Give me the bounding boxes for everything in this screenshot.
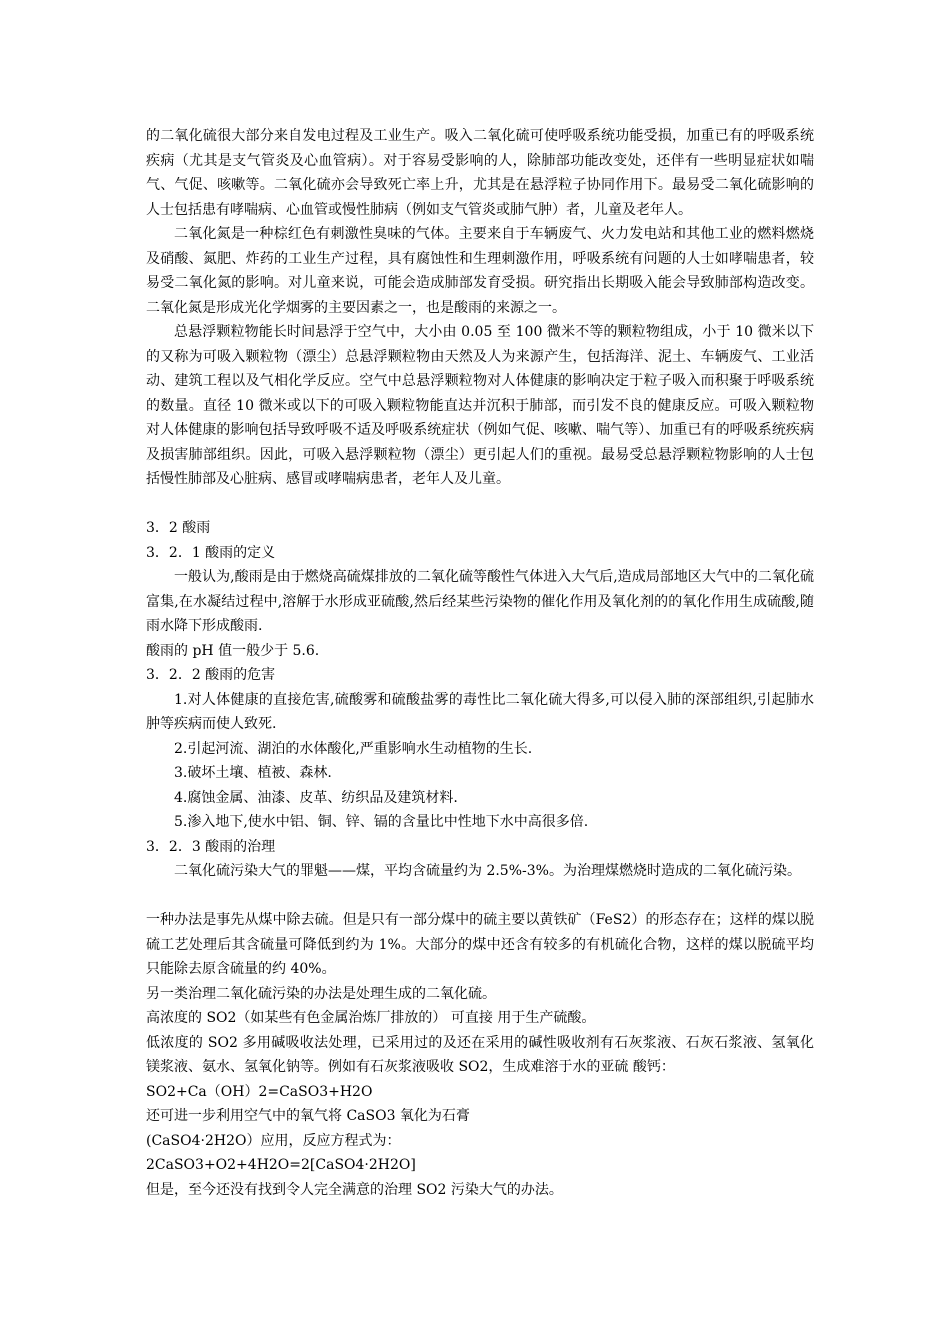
list-item-harm: 5.渗入地下,使水中铝、铜、锌、镉的含量比中性地下水中高很多倍.	[174, 814, 589, 830]
list-item-harm: 2.引起河流、湖泊的水体酸化,严重影响水生动植物的生长.	[174, 740, 533, 757]
equation-gypsum: 2CaSO3+O2+4H2O=2[CaSO4·2H2O]	[146, 1157, 416, 1173]
equation-lime-absorption: SO2+Ca（OH）2=CaSO3+H2O	[146, 1083, 373, 1100]
subsection-heading-definition: 3．2．1 酸雨的定义	[146, 544, 276, 561]
paragraph-tsp: 总悬浮颗粒物能长时间悬浮于空气中，大小由 0.05 至 100 微米不等的颗粒物组成，小于 10 微米以下的又称为可吸入颗粒物（漂尘）总悬浮颗粒物由天然及人为来源产生，包括海洋、泥土、车辆废气、工业活动、建筑工程以及气相化学反应。空气中总悬浮颗粒物对人体健康的影响决定于粒子吸入而积聚于呼吸系统的数量。直径 10 微米或以下的可吸入颗粒物能直达并沉积于肺部，而引发不良的健康反应。可吸入颗粒物对人体健康的影响包括导致呼吸不适及呼吸系统症状（例如气促、咳嗽、喘气等）、加重已有的呼吸系统疾病及损害肺部组织。因此，可吸入悬浮颗粒物（漂尘）更引起人们的重视。最易受总悬浮颗粒物影响的人士包括慢性肺部及心脏病、感冒或哮喘病患者，老年人及儿童。	[146, 324, 814, 487]
paragraph-ph-value: 酸雨的 pH 值一般少于 5.6.	[146, 642, 320, 659]
list-item-harm: 3.破坏土壤、植被、森林.	[174, 765, 332, 781]
paragraph-so2-health: 的二氧化硫很大部分来自发电过程及工业生产。吸入二氧化硫可使呼吸系统功能受损，加重已有的呼吸系统疾病（尤其是支气管炎及心血管病）。对于容易受影响的人，除肺部功能改变处，还伴有一些明显症状如喘气、气促、咳嗽等。二氧化硫亦会导致死亡率上升，尤其是在悬浮粒子协同作用下。最易受二氧化硫影响的人士包括患有哮喘病、心血管或慢性肺病（例如支气管炎或肺气肿）者，儿童及老年人。	[146, 128, 814, 218]
section-heading-acid-rain: 3．2 酸雨	[146, 520, 211, 536]
document-page	[146, 124, 814, 1202]
subsection-heading-harms: 3．2．2 酸雨的危害	[146, 667, 276, 683]
spacer	[146, 492, 814, 517]
paragraph-low-concentration: 低浓度的 SO2 多用碱吸收法处理，已采用过的及还在采用的碱性吸收剂有石灰浆液、石灰石浆液、氢氧化镁浆液、氨水、氢氧化钠等。例如有石灰浆液吸收 SO2，生成难溶于水的亚硫 酸钙：	[146, 1034, 814, 1075]
paragraph-oxidation: 还可进一步利用空气中的氧气将 CaSO3 氧化为石膏	[146, 1108, 470, 1124]
subsection-heading-treatment: 3．2．3 酸雨的治理	[146, 838, 276, 855]
paragraph-method-treat-so2: 另一类治理二氧化硫污染的办法是处理生成的二氧化硫。	[146, 985, 496, 1002]
paragraph-no2: 二氧化氮是一种棕红色有刺激性臭味的气体。主要来自于车辆废气、火力发电站和其他工业的燃料燃烧及硝酸、氮肥、炸药的工业生产过程，具有腐蚀性和生理刺激作用，呼吸系统有问题的人士如哮喘患者，较易受二氧化氮的影响。对儿童来说，可能会造成肺部发育受损。研究指出长期吸入能会导致肺部构造改变。二氧化氮是形成光化学烟雾的主要因素之一，也是酸雨的来源之一。	[146, 226, 814, 316]
paragraph-method-desulfurization: 一种办法是事先从煤中除去硫。但是只有一部分煤中的硫主要以黄铁矿（FeS2）的形态存在；这样的煤以脱硫工艺处理后其含硫量可降低到约为 1%。大部分的煤中还含有较多的有机硫化合物，这样的煤以脱硫平均只能除去原含硫量的约 40%。	[146, 912, 814, 977]
list-item-harm: 1.对人体健康的直接危害,硫酸雾和硫酸盐雾的毒性比二氧化硫大得多,可以侵入肺的深部组织,引起肺水肿等疾病而使人致死.	[146, 691, 814, 732]
paragraph-conclusion: 但是，至今还没有找到令人完全满意的治理 SO2 污染大气的办法。	[146, 1181, 563, 1198]
list-item-harm: 4.腐蚀金属、油漆、皮革、纺织品及建筑材料.	[174, 789, 458, 806]
paragraph-treatment-intro: 二氧化硫污染大气的罪魁——煤，平均含硫量约为 2.5%-3%。为治理煤燃烧时造成的二氧化硫污染。	[174, 863, 801, 879]
paragraph-acid-rain-definition: 一般认为,酸雨是由于燃烧高硫煤排放的二氧化硫等酸性气体进入大气后,造成局部地区大气中的二氧化硫富集,在水凝结过程中,溶解于水形成亚硫酸,然后经某些污染物的催化作用及氧化剂的的氧化作用生成硫酸,随雨水降下形成酸雨.	[146, 569, 814, 634]
spacer	[146, 884, 814, 909]
paragraph-high-concentration: 高浓度的 SO2（如某些有色金属治炼厂排放的） 可直接 用于生产硫酸。	[146, 1010, 596, 1026]
paragraph-gypsum: (CaSO4·2H2O）应用，反应方程式为：	[146, 1132, 401, 1149]
